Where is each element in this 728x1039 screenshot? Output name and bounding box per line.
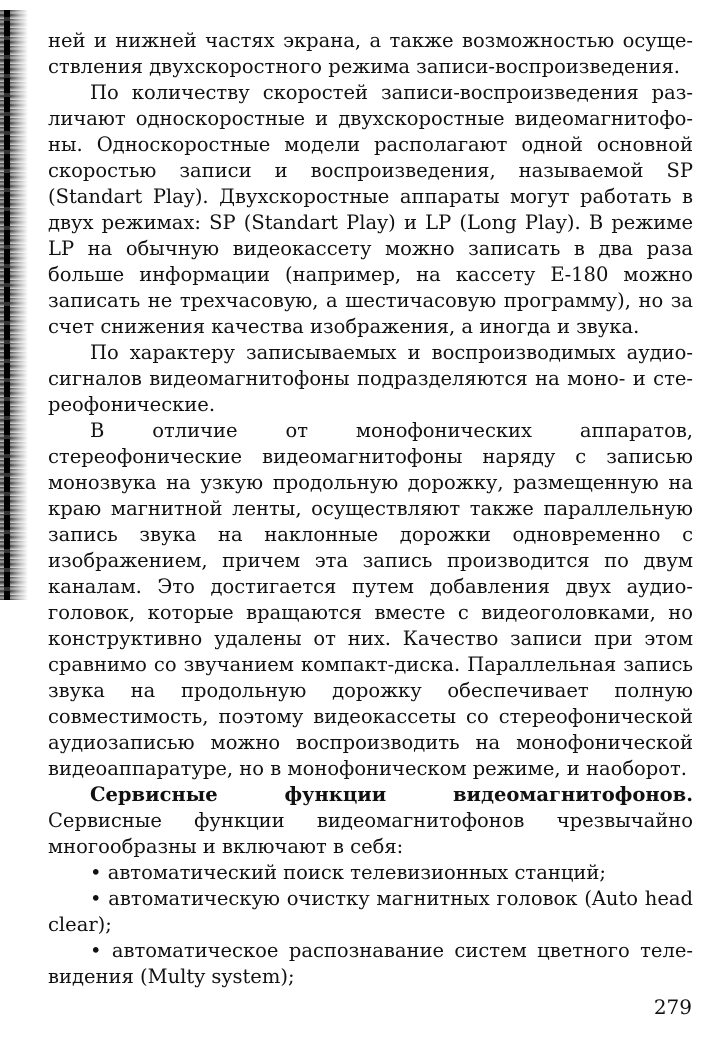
book-binding-shadow (0, 10, 28, 600)
paragraph-stereo-vcr: В отличие от монофонических аппаратов, стереофонические видеомагнитофоны наряду с записью монозвука на узкую продольную дорожку, размещенную на краю магнитной ленты, осуществляют также параллельную запись звука на наклонные дорожки одновременно с изображением, причем эта запись производится по двум каналам. Это достигается путем добавления двух аудио-головок, которые вращаются вместе с видеоголовками, но конструктивно удалены от них. Качество записи при этом сравнимо со звучанием компакт-диска. Параллельная запись звука на продольную дорожку обеспечивает полную совместимость, поэтому видеокассеты со стереофонической аудиозаписью можно воспроизводить на монофонической видеоаппаратуре, но в монофоническом режиме, и наоборот. (48, 419, 693, 780)
paragraph-audio-types: По характеру записываемых и воспроизводимых аудиосигналов видеомагнитофоны подразделяются на моно- и стереофонические. (48, 341, 693, 416)
service-functions-intro: Сервисные функции видеомагнитофонов чрезвычайно многообразны и включают в себя: (48, 809, 693, 858)
page-body (48, 28, 693, 990)
page-number: 279 (653, 995, 692, 1019)
bullet-head-cleaning: • автоматическую очистку магнитных головок (Auto head clear); (48, 887, 693, 936)
paragraph-recording-speeds: По количеству скоростей записи-воспроизведения различают односкоростные и двухскоростные видеомагнитофоны. Односкоростные модели располагают одной основной скоростью записи и воспроизведения, называемой SP (Standart Play). Двухскоростные аппараты могут работать в двух режимах: SP (Standart Play) и LP (Long Play). В режиме LP на обычную видеокассету можно записать в два раза больше информации (например, на кассету Е-180 можно записать не трехчасовую, а шестичасовую программу), но за счет снижения качества изображения, а иногда и звука. (48, 81, 693, 338)
section-heading-service-functions: Сервисные функции видеомагнитофонов. (90, 783, 693, 806)
bullet-multi-system: • автоматическое распознавание систем цветного телевидения (Multy system); (48, 939, 693, 988)
paragraph-continuation: ней и нижней частях экрана, а также возможностью осуществления двухскоростного режима записи-воспроизведения. (48, 29, 693, 78)
paragraph-service-functions (48, 782, 693, 860)
bullet-auto-search: • автоматический поиск телевизионных станций; (90, 861, 606, 884)
